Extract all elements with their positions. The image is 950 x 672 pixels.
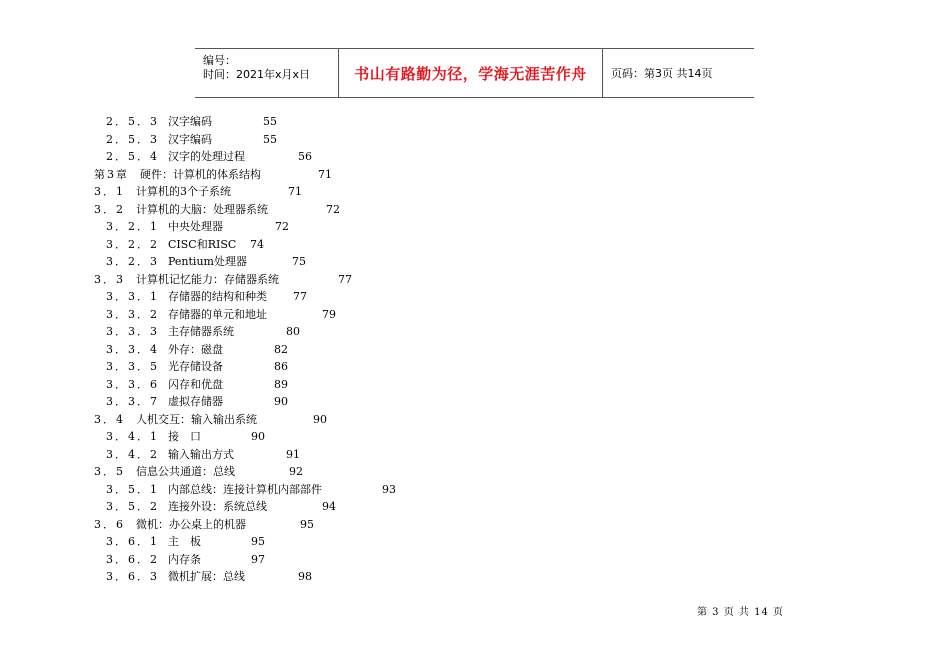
toc-entry-number: 第3章 bbox=[94, 167, 129, 181]
toc-entry bbox=[0, 341, 950, 358]
toc-entry-title: 存储器的单元和地址 bbox=[168, 307, 267, 321]
toc-entry bbox=[0, 516, 950, 533]
page-info: 页码：第3页 共14页 bbox=[611, 67, 713, 80]
toc-entry-title: 内存条 bbox=[168, 552, 201, 566]
toc-entry-page: 93 bbox=[382, 482, 396, 496]
toc-entry-title: 计算机记忆能力：存储器系统 bbox=[136, 272, 279, 286]
toc-entry-number: 3．5．1 bbox=[106, 482, 159, 496]
toc-entry bbox=[0, 113, 950, 130]
toc-entry-title: 计算机的大脑：处理器系统 bbox=[136, 202, 268, 216]
toc-entry-number: 3．4．2 bbox=[106, 447, 159, 461]
toc-entry-title: Pentium处理器 bbox=[168, 255, 247, 268]
toc-entry-number: 3．3．1 bbox=[106, 290, 159, 303]
toc-entry-title: 微机：办公桌上的机器 bbox=[136, 517, 246, 531]
toc-entry-page: 82 bbox=[274, 342, 288, 356]
toc-entry-page: 56 bbox=[298, 150, 312, 163]
motto-text: 书山有路勤为径，学海无涯苦作舟 bbox=[354, 64, 587, 83]
toc-entry-number: 3．6．1 bbox=[106, 535, 159, 548]
toc-entry-number: 3．5 bbox=[94, 465, 125, 478]
toc-entry-title: 闪存和优盘 bbox=[168, 377, 223, 391]
toc-entry-title: 内部总线：连接计算机内部部件 bbox=[168, 482, 322, 496]
toc-entry bbox=[0, 376, 950, 393]
toc-entry-page: 80 bbox=[286, 325, 300, 338]
toc-entry bbox=[0, 568, 950, 585]
number-label: 编号： bbox=[203, 54, 236, 67]
toc-entry-title: 中央处理器 bbox=[168, 220, 223, 233]
toc-entry bbox=[0, 131, 950, 148]
toc-entry-page: 95 bbox=[300, 517, 314, 531]
toc-entry-title: 主 板 bbox=[168, 535, 201, 548]
toc-entry-number: 3．5．2 bbox=[106, 500, 159, 513]
toc-entry-page: 77 bbox=[338, 272, 352, 286]
toc-entry-page: 94 bbox=[322, 500, 336, 513]
toc-entry bbox=[0, 358, 950, 375]
toc-entry-title: 输入输出方式 bbox=[168, 447, 234, 461]
toc-entry-number: 3．3．3 bbox=[106, 325, 159, 338]
toc-entry-number: 3．3．7 bbox=[106, 395, 159, 408]
toc-entry-page: 75 bbox=[292, 255, 306, 268]
toc-entry-title: 信息公共通道：总线 bbox=[136, 465, 235, 478]
toc-entry-title: 人机交互：输入输出系统 bbox=[136, 412, 257, 426]
toc-entry-number: 2．5．3 bbox=[106, 132, 159, 146]
toc-entry-page: 55 bbox=[263, 132, 277, 146]
toc-entry-title: 汉字的处理过程 bbox=[168, 150, 245, 163]
toc-entry-title: 接 口 bbox=[168, 430, 201, 443]
time-label: 时间：2021年x月x日 bbox=[203, 68, 311, 81]
page-header bbox=[195, 48, 754, 98]
toc-entry-page: 90 bbox=[251, 430, 265, 443]
toc-entry-page: 97 bbox=[251, 552, 265, 566]
toc-entry bbox=[0, 253, 950, 270]
toc-entry-page: 95 bbox=[251, 535, 265, 548]
toc-entry-title: CISC和RISC bbox=[168, 237, 237, 251]
toc-entry-number: 3．2．3 bbox=[106, 255, 159, 268]
toc-entry-page: 90 bbox=[274, 395, 288, 408]
toc-entry bbox=[0, 446, 950, 463]
toc-entry bbox=[0, 428, 950, 445]
toc-entry bbox=[0, 166, 950, 183]
toc-entry-number: 3．3．4 bbox=[106, 342, 159, 356]
toc-entry-page: 91 bbox=[286, 447, 300, 461]
toc-entry-number: 3．6．2 bbox=[106, 552, 159, 566]
toc-entry-number: 3．4 bbox=[94, 412, 125, 426]
toc-entry-number: 3．3．2 bbox=[106, 307, 159, 321]
toc-entry bbox=[0, 218, 950, 235]
toc-entry-title: 光存储设备 bbox=[168, 360, 223, 373]
toc-entry-number: 2．5．3 bbox=[106, 115, 159, 128]
header-motto-cell bbox=[339, 49, 603, 97]
toc-entry-page: 55 bbox=[263, 115, 277, 128]
toc-entry-title: 存储器的结构和种类 bbox=[168, 290, 267, 303]
toc-entry-number: 3．1 bbox=[94, 185, 125, 198]
toc-entry bbox=[0, 148, 950, 165]
toc-entry-title: 硬件：计算机的体系结构 bbox=[140, 167, 261, 181]
header-meta-cell bbox=[195, 49, 339, 97]
toc-entry-page: 72 bbox=[326, 202, 340, 216]
toc-entry-title: 连接外设：系统总线 bbox=[168, 500, 267, 513]
toc-entry-page: 77 bbox=[293, 290, 307, 303]
toc-entry-title: 微机扩展：总线 bbox=[168, 570, 245, 583]
toc-entry bbox=[0, 411, 950, 428]
toc-entry-number: 3．6 bbox=[94, 517, 125, 531]
toc-entry bbox=[0, 533, 950, 550]
toc-entry bbox=[0, 551, 950, 568]
toc-entry bbox=[0, 236, 950, 253]
header-page-cell bbox=[603, 49, 754, 97]
toc-entry bbox=[0, 271, 950, 288]
toc-entry-number: 3．4．1 bbox=[106, 430, 159, 443]
toc-entry-page: 72 bbox=[275, 220, 289, 233]
toc-entry-number: 3．3 bbox=[94, 272, 125, 286]
toc-entry-number: 2．5．4 bbox=[106, 150, 159, 163]
page-footer: 第 3 页 共 14 页 bbox=[697, 607, 784, 618]
toc-entry-number: 3．2．1 bbox=[106, 220, 159, 233]
toc-entry-number: 3．2 bbox=[94, 202, 125, 216]
toc-entry bbox=[0, 393, 950, 410]
toc-entry-page: 71 bbox=[318, 167, 332, 181]
toc-entry bbox=[0, 463, 950, 480]
toc-entry bbox=[0, 498, 950, 515]
toc-entry-number: 3．3．5 bbox=[106, 360, 159, 373]
toc-entry-title: 外存：磁盘 bbox=[168, 342, 223, 356]
toc-entry-number: 3．2．2 bbox=[106, 237, 159, 251]
toc-entry bbox=[0, 288, 950, 305]
toc-entry-page: 79 bbox=[322, 307, 336, 321]
toc-entry-title: 虚拟存储器 bbox=[168, 395, 223, 408]
toc-entry-page: 71 bbox=[288, 185, 302, 198]
toc-entry-title: 主存储器系统 bbox=[168, 325, 234, 338]
toc-entry-page: 90 bbox=[313, 412, 327, 426]
toc-entry bbox=[0, 306, 950, 323]
toc-entry-page: 86 bbox=[274, 360, 288, 373]
toc-entry bbox=[0, 201, 950, 218]
toc-entry bbox=[0, 323, 950, 340]
toc-entry bbox=[0, 481, 950, 498]
toc-entry-page: 92 bbox=[289, 465, 303, 478]
toc-entry-page: 74 bbox=[250, 237, 264, 251]
toc-entry-page: 98 bbox=[298, 570, 312, 583]
toc-entry-number: 3．6．3 bbox=[106, 570, 159, 583]
toc-entry-number: 3．3．6 bbox=[106, 377, 159, 391]
toc-entry-page: 89 bbox=[274, 377, 288, 391]
toc-entry bbox=[0, 183, 950, 200]
toc-entry-title: 计算机的3个子系统 bbox=[136, 185, 231, 198]
toc-entry-title: 汉字编码 bbox=[168, 132, 212, 146]
toc-entry-title: 汉字编码 bbox=[168, 115, 212, 128]
